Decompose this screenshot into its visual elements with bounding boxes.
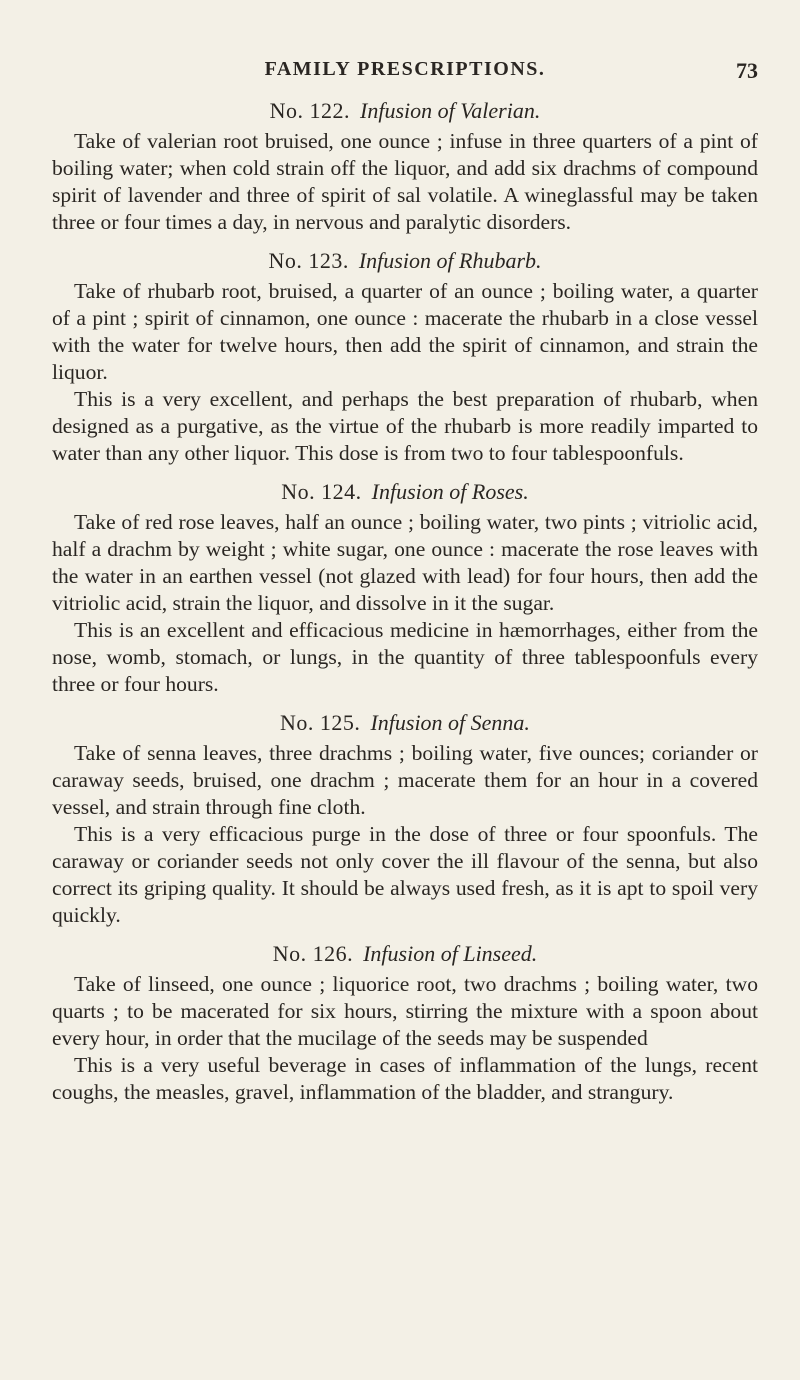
recipe-heading [52,96,758,126]
recipe-number: No. 122. [269,98,351,123]
recipe-title: Infusion of Roses. [371,479,529,504]
recipe-heading [52,708,758,738]
recipe-paragraph: Take of rhubarb root, bruised, a quarter of an ounce ; boiling water, a quarter of a pint ; spirit of cinnamon, one ounce : macerate the rhubarb in a close vessel with the water for twelve hours, then add the spirit of cinnamon, and strain the liquor. [52,279,758,384]
recipe-title: Infusion of Rhubarb. [358,248,542,273]
recipe-number: No. 124. [281,479,362,504]
page-number: 73 [736,58,758,83]
running-title: FAMILY PRESCRIPTIONS. [264,58,546,80]
recipe-paragraph: This is a very useful beverage in cases of inflammation of the lungs, recent coughs, the measles, gravel, inflammation of the bladder, and strangury. [52,1053,758,1104]
recipe-paragraph: Take of red rose leaves, half an ounce ; boiling water, two pints ; vitriolic acid, half a drachm by weight ; white sugar, one ounce : macerate the rose leaves with the water in an earthen vessel (not glazed with lead) for four hours, then add the vitriolic acid, strain the liquor, and dissolve in it the sugar. [52,510,758,615]
recipe-paragraph: This is a very efficacious purge in the dose of three or four spoonfuls. The caraway or coriander seeds not only cover the ill flavour of the senna, but also correct its griping quality. It should be always used fresh, as it is apt to spoil very quickly. [52,822,758,927]
recipe-125 [52,708,758,929]
recipe-title: Infusion of Valerian. [360,98,541,123]
recipe-number: No. 125. [280,710,361,735]
recipe-heading [52,246,758,276]
recipe-paragraph: Take of valerian root bruised, one ounce ; infuse in three quarters of a pint of boiling water; when cold strain off the liquor, and add six drachms of compound spirit of lavender and three of spirit of sal volatile. A wineglassful may be taken three or four times a day, in nervous and paralytic disorders. [52,129,758,234]
recipe-paragraph: Take of linseed, one ounce ; liquorice root, two drachms ; boiling water, two quarts ; to be macerated for six hours, stirring the mixture with a spoon about every hour, in order that the mucilage of the seeds may be suspended [52,972,758,1050]
recipe-title: Infusion of Linseed. [363,941,538,966]
recipe-title: Infusion of Senna. [370,710,530,735]
recipe-paragraph: Take of senna leaves, three drachms ; boiling water, five ounces; coriander or caraway seeds, bruised, one drachm ; macerate them for an hour in a covered vessel, and strain through fine cloth. [52,741,758,819]
recipe-paragraph: This is an excellent and efficacious medicine in hæmorrhages, either from the nose, womb, stomach, or lungs, in the quantity of three tablespoonfuls every three or four hours. [52,618,758,696]
recipe-124 [52,477,758,698]
recipe-number: No. 123. [268,248,349,273]
recipe-123 [52,246,758,467]
recipe-122 [52,96,758,236]
recipe-126 [52,939,758,1106]
book-page [52,58,758,1116]
recipe-heading [52,477,758,507]
recipe-heading [52,939,758,969]
recipe-paragraph: This is a very excellent, and perhaps the best preparation of rhubarb, when designed as a purgative, as the virtue of the rhubarb is more readily imparted to water than any other liquor. This dose is from two to four tablespoonfuls. [52,387,758,465]
running-head [52,58,758,88]
recipe-number: No. 126. [272,941,354,966]
